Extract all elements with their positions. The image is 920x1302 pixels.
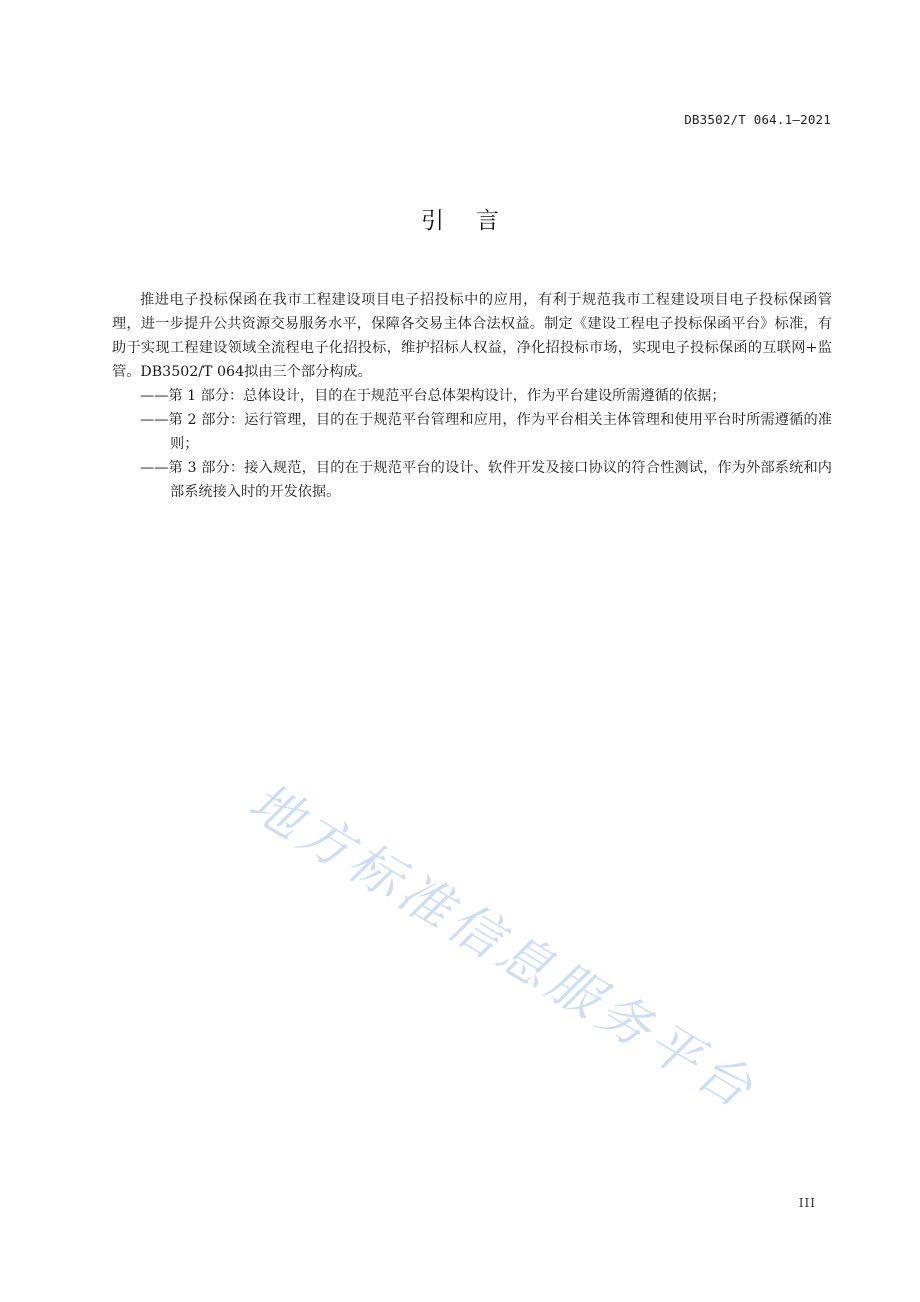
page-title: 引言 bbox=[421, 208, 531, 234]
list-item-part-3: ——第 3 部分：接入规范，目的在于规范平台的设计、软件开发及接口协议的符合性测试，作为外部系统和内部系统接入时的开发依据。 bbox=[140, 460, 832, 500]
list-item-part-1: ——第 1 部分：总体设计，目的在于规范平台总体架构设计，作为平台建设所需遵循的依据； bbox=[140, 388, 726, 404]
page-number: III bbox=[798, 1196, 816, 1210]
list-item-part-2: ——第 2 部分：运行管理，目的在于规范平台管理和应用，作为平台相关主体管理和使用平台时所需遵循的准则； bbox=[140, 412, 832, 452]
watermark: 地方标准信息服务平台 bbox=[238, 772, 767, 1123]
document-code: DB3502/T 064.1—2021 bbox=[684, 112, 831, 127]
intro-paragraph: 推进电子投标保函在我市工程建设项目电子招投标中的应用，有利于规范我市工程建设项目电子投标保函管理，进一步提升公共资源交易服务水平，保障各交易主体合法权益。制定《建设工程电子投标保函平台》标准，有助于实现工程建设领域全流程电子化招投标，维护招标人权益，净化招投标市场，实现电子投标保函的互联网+监管。DB3502/T 064拟由三个部分构成。 bbox=[112, 292, 832, 380]
intro-content bbox=[112, 288, 832, 504]
